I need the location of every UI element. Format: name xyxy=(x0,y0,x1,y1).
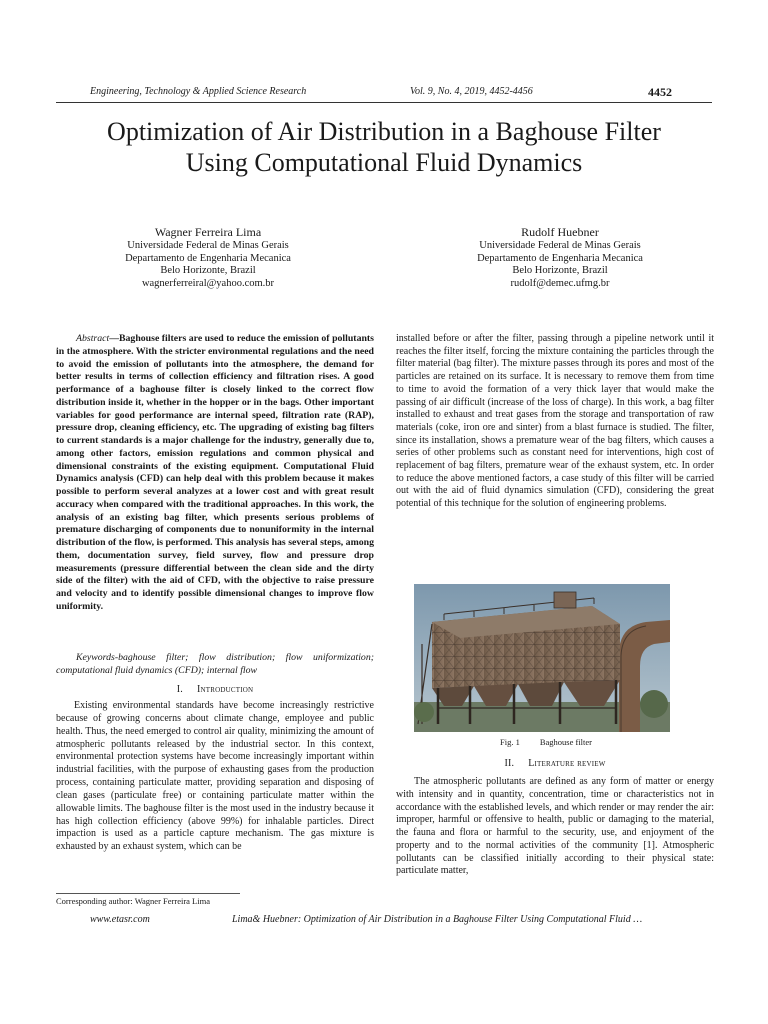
abstract-paragraph xyxy=(56,333,374,614)
author-affiliation: Universidade Federal de Minas Gerais xyxy=(479,240,641,251)
author-affiliation: Universidade Federal de Minas Gerais xyxy=(127,240,289,251)
literature-review-body xyxy=(396,776,714,878)
section-number: II. xyxy=(504,758,515,769)
author-department: Departamento de Engenharia Mecanica xyxy=(477,252,643,264)
figure-number: Fig. 1 xyxy=(500,737,520,747)
author-block-1 xyxy=(78,224,338,290)
page-number: 4452 xyxy=(648,85,672,99)
author-name: Wagner Ferreira Lima xyxy=(154,225,262,239)
keywords xyxy=(56,652,374,677)
header-rule xyxy=(56,102,712,103)
keywords-text: Keywords-baghouse filter; flow distribution; flow uniformization; computational fluid dynamics (CFD); internal flow xyxy=(56,652,374,676)
literature-review-paragraph: The atmospheric pollutants are defined as any form of matter or energy with intensity and in quantity, concentration, time or characteristics not in accordance with the established levels, and which render or may render the air: improper, harmful or offensive to health, public or damaging to the material, the fauna and flora or harmful to the security, use, and enjoyment of the property and to the normal activities of the community [1]. Atmospheric pollutants can be classified initially according to their physical state: particulate matter, xyxy=(396,776,714,877)
corresponding-author-footnote: Corresponding author: Wagner Ferreira Lima xyxy=(56,896,211,906)
baghouse-filter-photo xyxy=(414,584,670,732)
figure-caption-text: Baghouse filter xyxy=(539,737,593,747)
title-line-2: Using Computational Fluid Dynamics xyxy=(185,148,583,177)
author-name: Rudolf Huebner xyxy=(521,225,599,239)
title-line-1: Optimization of Air Distribution in a Baghouse Filter xyxy=(107,117,661,146)
introduction-continued-paragraph: installed before or after the filter, passing through a pipeline network until it reaches the filter itself, forcing the mixture containing the particles through the filter material (bag filter). The mixture passes through its pores and most of the particles are retained on its surface. It is necessary to remove them from time to time to avoid the formation of a very thick layer that would make the passing of air difficult (increase of the loss of charge). In this work, a bag filter installed to exhaust and treat gases from the storage and transportation of raw materials (coke, iron ore and sinter) from a blast furnace is studied. The filter, since its installation, shows a premature wear of the bag filters, which causes a series of other problems such as constant need for interventions, high cost of replacement of bag filters, premature wear of the exhaust system, etc. In order to reduce the above mentioned factors, a case study of this filter will be carried out with the aid of fluid dynamics simulation (CFD), considering the great potential of this technique for the solution of engineering problems. xyxy=(396,333,714,510)
introduction-paragraph: Existing environmental standards have become increasingly restrictive because of growing concerns about climate change, employee and public health. Thus, the need emerged to control air quality, minimizing the amount of atmospheric pollutants released by the industrial sector. In this context, environmental protection systems have become increasingly important within industrial facilities, with the purpose of exhausting gases from the production process, containing particulate matter, providing separation and disposing of clean gases (particulate free) or containing particulate matter within the allowable limits. The baghouse filter is the most used in the industry because it has high collection efficiency (above 99%) for inhalable particles. Direct impaction is used as a particle capture mechanism. The gas mixture is exhausted by an exhaust system, which can be xyxy=(56,700,374,853)
journal-website[interactable]: www.etasr.com xyxy=(90,914,150,925)
author-email[interactable]: wagnerferreiral@yahoo.com.br xyxy=(141,277,275,289)
footnote-rule xyxy=(56,893,240,894)
author-block-2 xyxy=(430,224,690,290)
abstract xyxy=(56,333,374,614)
author-department: Departamento de Engenharia Mecanica xyxy=(125,252,291,264)
section-title: Introduction xyxy=(196,684,254,695)
abstract-label: Abstract xyxy=(76,333,110,344)
volume-info: Vol. 9, No. 4, 2019, 4452-4456 xyxy=(410,86,533,97)
section-heading-introduction xyxy=(56,684,374,695)
running-footer: Lima& Huebner: Optimization of Air Distribution in a Baghouse Filter Using Computational Fluid … xyxy=(232,914,643,925)
introduction-body xyxy=(56,700,374,854)
section-title: Literature review xyxy=(528,758,606,769)
introduction-continued xyxy=(396,333,714,511)
paper-title xyxy=(40,116,728,178)
figure-caption xyxy=(500,737,592,747)
author-city: Belo Horizonte, Brazil xyxy=(512,265,608,277)
section-number: I. xyxy=(176,684,183,695)
author-city: Belo Horizonte, Brazil xyxy=(160,265,256,277)
author-email[interactable]: rudolf@demec.ufmg.br xyxy=(510,277,610,289)
journal-name: Engineering, Technology & Applied Science Research xyxy=(90,86,307,97)
abstract-text: —Baghouse filters are used to reduce the emission of pollutants in the atmosphere. With the stricter environmental regulations and the need to avoid the emission of pollutants into the atmosphere, the demand for better results in terms of collection efficiency and filtration rises. A good performance of a baghouse filter is closely linked to the correct flow distribution inside it, whether in the hopper or in the bags. Other important variables for good performance are internal speed, filtration rate (RAP), pressure drop, cleaning efficiency, etc. The upgrading of existing bag filters to current standards is a major challenge for the industry, generally due to, among other factors, emission regulations and common physical and dimensional constraints of the existing equipment. Computational Fluid Dynamics analysis (CFD) can help deal with this problem because it makes possible to perform several analyzes at a lower cost and with great result accuracy when compared with the traditional approaches. In this work, the analysis of an existing bag filter, which presents serious problems of premature discharging of components due to nonuniformity in the internal distribution of the flow, is performed. This analysis has several steps, among them, documentation survey, field survey, flow and pressure drop measurements (pressure differential between the clean side and the dirty side of the filter) with the aid of CFD, with the objective to raise pressure and velocity and to identify possible dimensional changes to improve flow uniformity. xyxy=(56,333,374,612)
section-heading-literature-review xyxy=(396,758,714,769)
